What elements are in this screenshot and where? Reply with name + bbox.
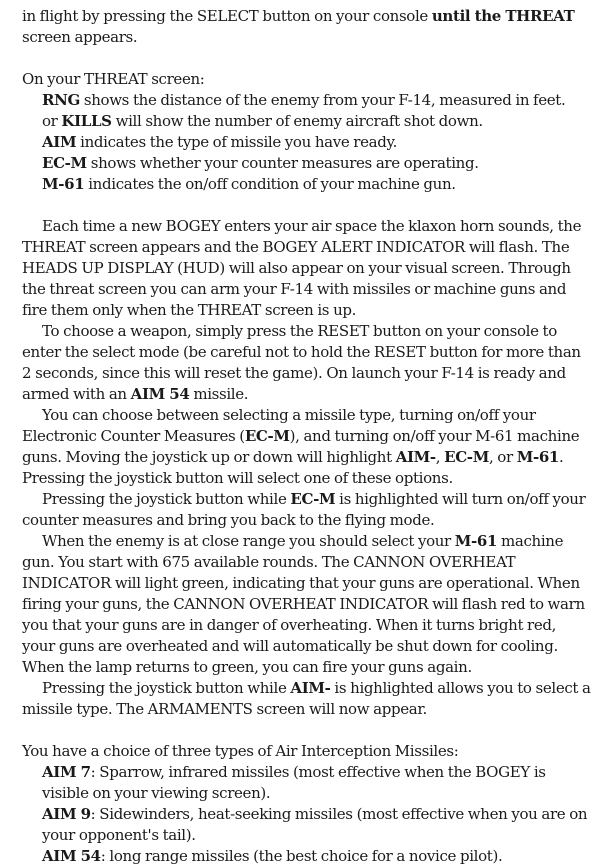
choose-text: To choose a weapon, simply press the RESET button on your console to enter the select mode (be careful not to hold the RESET button for more than 2 seconds, since this will reset the game). On launch your F-14 is ready and armed with an <box>22 322 581 403</box>
close-text: machine gun. You start with 675 available rounds. The CANNON OVERHEAT INDICATOR will light green, indicating that your guns are operational. When firing your guns, the CANNON OVERHEAT INDICATOR will flash red to warn you that your guns are in danger of overheating. When it turns bright red, your guns are overheated and will automatically be shut down for cooling. When the lamp returns to green, you can fire your guns again. <box>22 532 585 676</box>
ecm-text: is highlighted will turn on/off your counter measures and bring you back to the flying mode. <box>22 490 586 529</box>
threat-heading: On your THREAT screen: <box>22 70 205 88</box>
missiles-heading: You have a choice of three types of Air Interception Missiles: <box>22 742 459 760</box>
aim-text: Pressing the joystick button while <box>42 679 291 697</box>
missile-desc: : long range missiles (the best choice for a novice pilot). <box>100 847 503 865</box>
term-ecm: EC-M <box>290 490 336 508</box>
term-rng: RNG <box>42 91 80 109</box>
term-ecm: EC-M <box>444 448 489 466</box>
term-aim9: AIM 9 <box>42 805 91 823</box>
threat-item-rng <box>22 90 592 111</box>
term-aim7: AIM 7 <box>42 763 91 781</box>
term-ecm: EC-M <box>42 154 87 172</box>
ecm-paragraph <box>22 489 592 531</box>
select-text: . Pressing the joystick button will select one of these options. <box>22 448 564 487</box>
close-range-paragraph <box>22 531 592 678</box>
threat-item-aim <box>22 132 592 153</box>
term-aim: AIM <box>42 133 77 151</box>
manual-page <box>22 6 592 867</box>
threat-item-text: shows whether your counter measures are operating. <box>86 154 479 172</box>
ecm-text: Pressing the joystick button while <box>42 490 291 508</box>
term-aim: AIM- <box>290 679 331 697</box>
intro-text-1: in flight by pressing the SELECT button on your console <box>22 7 432 25</box>
bogey-paragraph <box>22 216 592 321</box>
select-text: , or <box>488 448 517 466</box>
intro-text-2: until the THREAT <box>431 7 575 25</box>
threat-item-text: will show the number of enemy aircraft shot down. <box>111 112 483 130</box>
term-m61: M-61 <box>516 448 560 466</box>
threat-item-text: indicates the type of missile you have ready. <box>76 133 398 151</box>
missile-item-aim9 <box>22 804 592 846</box>
choose-weapon-paragraph <box>22 321 592 405</box>
select-text: ), and turning on/off your M-61 machine guns. Moving the joystick up or down will highlight <box>22 427 580 466</box>
aim-paragraph <box>22 678 592 720</box>
intro-paragraph <box>22 6 592 48</box>
threat-item-text: shows the distance of the enemy from your F-14, measured in feet. <box>79 91 566 109</box>
threat-item-text: indicates the on/off condition of your machine gun. <box>84 175 456 193</box>
select-text: , <box>435 448 445 466</box>
threat-item-m61 <box>22 174 592 195</box>
choose-end: missile. <box>189 385 249 403</box>
bogey-text: Each time a new BOGEY enters your air space the klaxon horn sounds, the THREAT screen appears and the BOGEY ALERT INDICATOR will flash. The HEADS UP DISPLAY (HUD) will also appear on your visual screen. Through the threat screen you can arm your F-14 with missiles or machine guns and fire them only when the THREAT screen is up. <box>22 217 582 319</box>
term-aim54: AIM 54 <box>130 385 190 403</box>
close-text: When the enemy is at close range you should select your <box>42 532 455 550</box>
threat-item-pre: or <box>42 112 62 130</box>
threat-item-kills <box>22 111 592 132</box>
missile-item-aim7 <box>22 762 592 804</box>
missile-desc: : Sidewinders, heat-seeking missiles (most effective when you are on your opponent's tail). <box>42 805 588 844</box>
missile-desc: : Sparrow, infrared missiles (most effective when the BOGEY is visible on your viewing screen). <box>42 763 546 802</box>
threat-item-ecm <box>22 153 592 174</box>
intro-text-3: screen appears. <box>22 28 138 46</box>
aim-text: is highlighted allows you to select a missile type. The ARMAMENTS screen will now appear. <box>22 679 591 718</box>
select-text: You can choose between selecting a missile type, turning on/off your Electronic Counter Measures ( <box>22 406 536 445</box>
term-aim: AIM- <box>395 448 436 466</box>
select-paragraph <box>22 405 592 489</box>
term-aim54: AIM 54 <box>42 847 101 865</box>
missile-item-aim54 <box>22 846 592 867</box>
term-ecm: EC-M <box>244 427 290 445</box>
term-m61: M-61 <box>42 175 85 193</box>
term-kills: KILLS <box>61 112 112 130</box>
term-m61: M-61 <box>454 532 498 550</box>
